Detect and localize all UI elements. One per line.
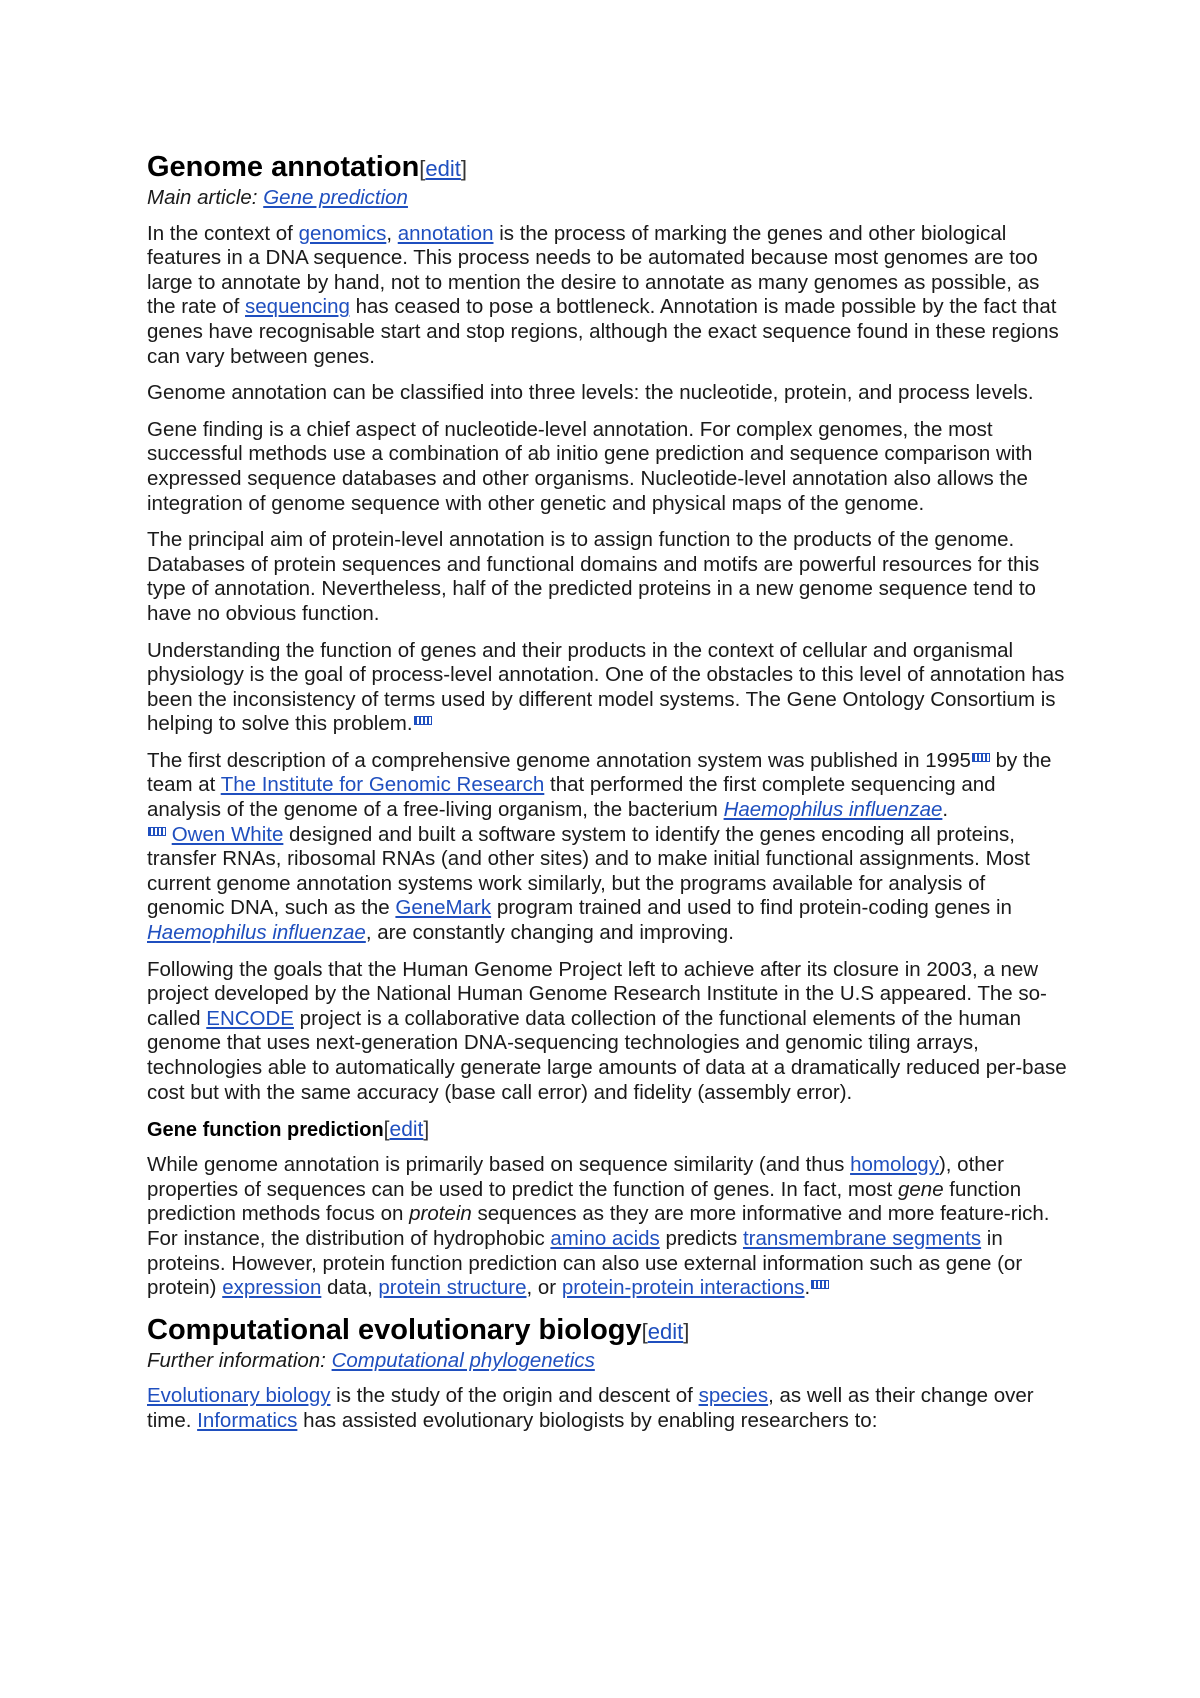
link-informatics[interactable]: Informatics bbox=[197, 1408, 298, 1432]
link-sequencing[interactable]: sequencing bbox=[245, 295, 350, 319]
link-expression[interactable]: expression bbox=[222, 1276, 322, 1300]
reference-icon[interactable] bbox=[148, 827, 166, 836]
paragraph-gene-finding: Gene finding is a chief aspect of nucleotide-level annotation. For complex genomes, the most successful methods use a combination of ab initio gene prediction and sequence comparison with expressed sequence databases and other organisms. Nucleotide-level annotation also allows the integration of genome sequence with other genetic and physical maps of the genome. bbox=[147, 417, 1033, 515]
edit-link[interactable]: edit bbox=[647, 1318, 684, 1344]
subsection-heading-gene-function-prediction: Gene function prediction[edit] bbox=[147, 1118, 430, 1142]
paragraph-first-annotation-system: The first description of a comprehensive genome annotation system was published in 1995 by the team at The Institute for Genomic Research that performed the first complete sequencing and analysis of the genome of a free-living organism, the bacterium Haemophilus influenzae. Owen White designed and built a software system to identify the genes encoding all proteins, transfer RNAs, ribosomal RNAs (and other sites) and to make initial functional assignments. Most current genome annotation systems work similarly, but the programs available for analysis of genomic DNA, such as the GeneMark program trained and used to find protein-coding genes in Haemophilus influenzae, are constantly changing and improving. bbox=[147, 748, 1052, 945]
edit-link[interactable]: edit bbox=[425, 156, 461, 181]
link-computational-phylogenetics[interactable]: Computational phylogenetics bbox=[331, 1348, 595, 1372]
paragraph-gene-function: While genome annotation is primarily based on sequence similarity (and thus homology), other properties of sequences can be used to predict the function of genes. In fact, most gene function prediction methods focus on protein sequences as they are more informative and more feature-rich. For instance, the distribution of hydrophobic amino acids predicts transmembrane segments in proteins. However, protein function prediction can also use external information such as gene (or protein) expression data, protein structure, or protein-protein interactions. bbox=[147, 1153, 1050, 1300]
link-transmembrane-segments[interactable]: transmembrane segments bbox=[742, 1226, 982, 1250]
link-tigr[interactable]: The Institute for Genomic Research bbox=[220, 773, 545, 797]
edit-section-link: [edit] bbox=[383, 1118, 430, 1142]
paragraph-process-level: Understanding the function of genes and their products in the context of cellular and organismal physiology is the goal of process-level annotation. One of the obstacles to this level of annotation has been the inconsistency of terms used by different model systems. The Gene Ontology Consortium is helping to solve this problem. bbox=[147, 638, 1065, 736]
link-gene-prediction[interactable]: Gene prediction bbox=[263, 186, 408, 209]
link-genemark[interactable]: GeneMark bbox=[395, 896, 492, 920]
link-protein-structure[interactable]: protein structure bbox=[378, 1276, 527, 1300]
link-genomics[interactable]: genomics bbox=[298, 221, 387, 245]
paragraph-encode: Following the goals that the Human Genome Project left to achieve after its closure in 2003, a new project developed by the National Human Genome Research Institute in the U.S appeared. The so-called ENCODE project is a collaborative data collection of the functional elements of the human genome that uses next-generation DNA-sequencing technologies and genomic tiling arrays, technologies able to automatically generate large amounts of data at a dramatically reduced per-base cost but with the same accuracy (base call error) and fidelity (assembly error). bbox=[147, 957, 1067, 1104]
link-protein-protein-interactions[interactable]: protein-protein interactions bbox=[561, 1276, 805, 1300]
paragraph-annotation-intro: In the context of genomics, annotation is the process of marking the genes and other biological features in a DNA sequence. This process needs to be automated because most genomes are too large to annotate by hand, not to mention the desire to annotate as many genomes as possible, as the rate of sequencing has ceased to pose a bottleneck. Annotation is made possible by the fact that genes have recognisable start and stop regions, although the exact sequence found in these regions can vary between genes. bbox=[147, 221, 1059, 368]
link-evolutionary-biology[interactable]: Evolutionary biology bbox=[147, 1384, 331, 1408]
heading-text: Genome annotation bbox=[147, 151, 420, 183]
hatnote-further-information: Further information: Computational phylogenetics bbox=[147, 1348, 595, 1372]
reference-icon[interactable] bbox=[811, 1280, 829, 1289]
link-annotation[interactable]: annotation bbox=[397, 221, 494, 245]
reference-icon[interactable] bbox=[414, 716, 432, 725]
link-haemophilus-influenzae[interactable]: Haemophilus influenzae bbox=[723, 798, 943, 822]
link-owen-white[interactable]: Owen White bbox=[171, 822, 284, 846]
edit-section-link: [edit] bbox=[641, 1318, 690, 1344]
paragraph-evolutionary-biology: Evolutionary biology is the study of the origin and descent of species, as well as their change over time. Informatics has assisted evolutionary biologists by enabling researchers to: bbox=[147, 1384, 1034, 1432]
link-species[interactable]: species bbox=[698, 1384, 769, 1408]
paragraph-protein-level: The principal aim of protein-level annotation is to assign function to the products of the genome. Databases of protein sequences and functional domains and motifs are powerful resources for this type of annotation. Nevertheless, half of the predicted proteins in a new genome sequence tend to have no obvious function. bbox=[147, 528, 1040, 625]
hatnote-main-article: Main article: Gene prediction bbox=[147, 186, 408, 209]
section-heading-computational-evolutionary-biology: Computational evolutionary biology[edit] bbox=[147, 1313, 690, 1346]
link-haemophilus-influenzae-2[interactable]: Haemophilus influenzae bbox=[147, 921, 366, 945]
link-encode[interactable]: ENCODE bbox=[206, 1006, 294, 1030]
reference-icon[interactable] bbox=[972, 753, 990, 762]
edit-section-link: [edit] bbox=[419, 156, 468, 181]
edit-link[interactable]: edit bbox=[389, 1118, 424, 1142]
article-page bbox=[147, 150, 1067, 1446]
link-amino-acids[interactable]: amino acids bbox=[550, 1226, 660, 1250]
paragraph-annotation-levels: Genome annotation can be classified into three levels: the nucleotide, protein, and process levels. bbox=[147, 381, 1034, 405]
section-heading-genome-annotation bbox=[147, 150, 1067, 186]
link-homology[interactable]: homology bbox=[850, 1153, 939, 1177]
